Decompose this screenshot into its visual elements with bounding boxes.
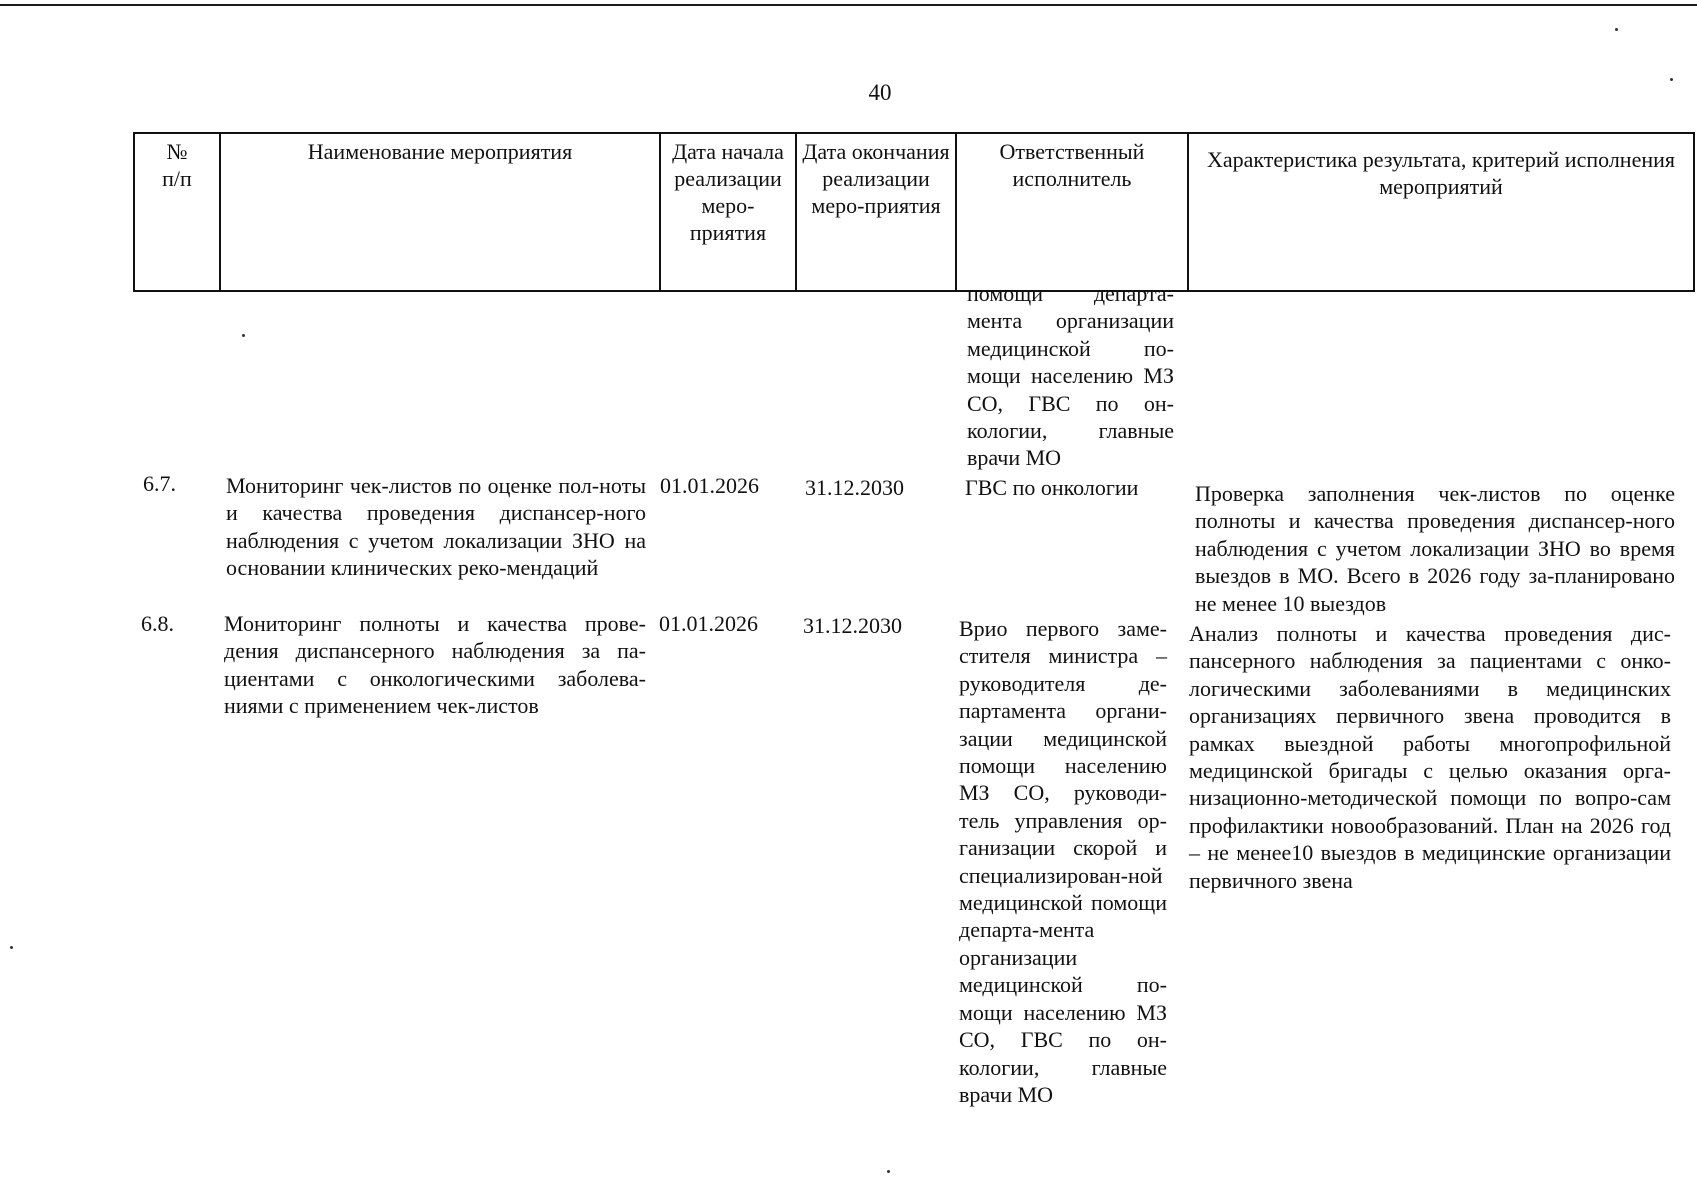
row-6-8-result: Анализ полноты и качества проведения дис-пансерного наблюдения за пациентами с онко-логическими заболеваниями в медицинских организациях первичного звена проводится в рамках выездной работы многопрофильной медицинской бригады с целью оказания орга-низационно-методической помощи по вопро-сам профилактики новообразований. План на 2026 год – не менее10 выездов в медицинские организации первичного звена: [1189, 621, 1671, 893]
header-number-label: № п/п: [162, 139, 192, 191]
row-6-8-responsible: Врио первого заме-стителя министра – руководителя де-партамента органи-зации медицинской помощи населению МЗ СО, руководи-тель управления ор-ганизации скорой и специализирован-ной медицинской помощи департа-мента организации медицинской по-мощи населению МЗ СО, ГВС по он-кологии, главные врачи МО: [959, 616, 1167, 1107]
scan-speck: [887, 1170, 890, 1173]
header-end-date-label: Дата окончания реализации меро-приятия: [802, 139, 950, 218]
header-result: [1188, 133, 1694, 291]
row-6-7-end-date: 31.12.2030: [805, 475, 904, 500]
scan-speck: [1670, 78, 1673, 81]
header-start-date: [660, 133, 796, 291]
header-start-date-label: Дата начала реализации меро-приятия: [672, 139, 784, 245]
continuation-responsible: помощи департа-мента организации медицинской по-мощи населению МЗ СО, ГВС по он-кологии, главные врачи МО: [967, 281, 1174, 471]
page-top-border: [0, 4, 1697, 6]
header-result-label: Характеристика результата, критерий исполнения мероприятий: [1206, 147, 1676, 199]
scan-speck: [1615, 28, 1618, 31]
row-6-7-number: 6.7.: [143, 471, 176, 496]
page-number: 40: [868, 80, 892, 105]
header-event-name-label: Наименование мероприятия: [307, 139, 573, 164]
row-6-8-name: Мониторинг полноты и качества прове-дения диспансерного наблюдения за па-циентами с онкологическими заболева-ниями с применением чек-листов: [224, 611, 646, 719]
row-6-8-number: 6.8.: [141, 611, 174, 636]
row-6-8-end-date: 31.12.2030: [803, 613, 902, 638]
header-responsible-label: Ответственный исполнитель: [999, 139, 1145, 191]
table-header: [133, 132, 1695, 292]
row-6-8-start-date: 01.01.2026: [659, 611, 758, 636]
header-end-date: [796, 133, 956, 291]
scan-speck: [10, 946, 13, 949]
row-6-7-responsible: ГВС по онкологии: [965, 475, 1139, 500]
header-event-name: [220, 133, 660, 291]
header-responsible: [956, 133, 1188, 291]
header-number: [134, 133, 220, 291]
row-6-7-start-date: 01.01.2026: [660, 473, 759, 498]
scan-speck: [242, 334, 245, 337]
row-6-7-result: Проверка заполнения чек-листов по оценке полноты и качества проведения диспансер-ного наблюдения с учетом локализации ЗНО во время выездов в МО. Всего в 2026 году за-планировано не менее 10 выездов: [1195, 481, 1675, 616]
row-6-7-name: Мониторинг чек-листов по оценке пол-ноты и качества проведения диспансер-ного наблюдения с учетом локализации ЗНО на основании клинических реко-мендаций: [226, 473, 646, 581]
